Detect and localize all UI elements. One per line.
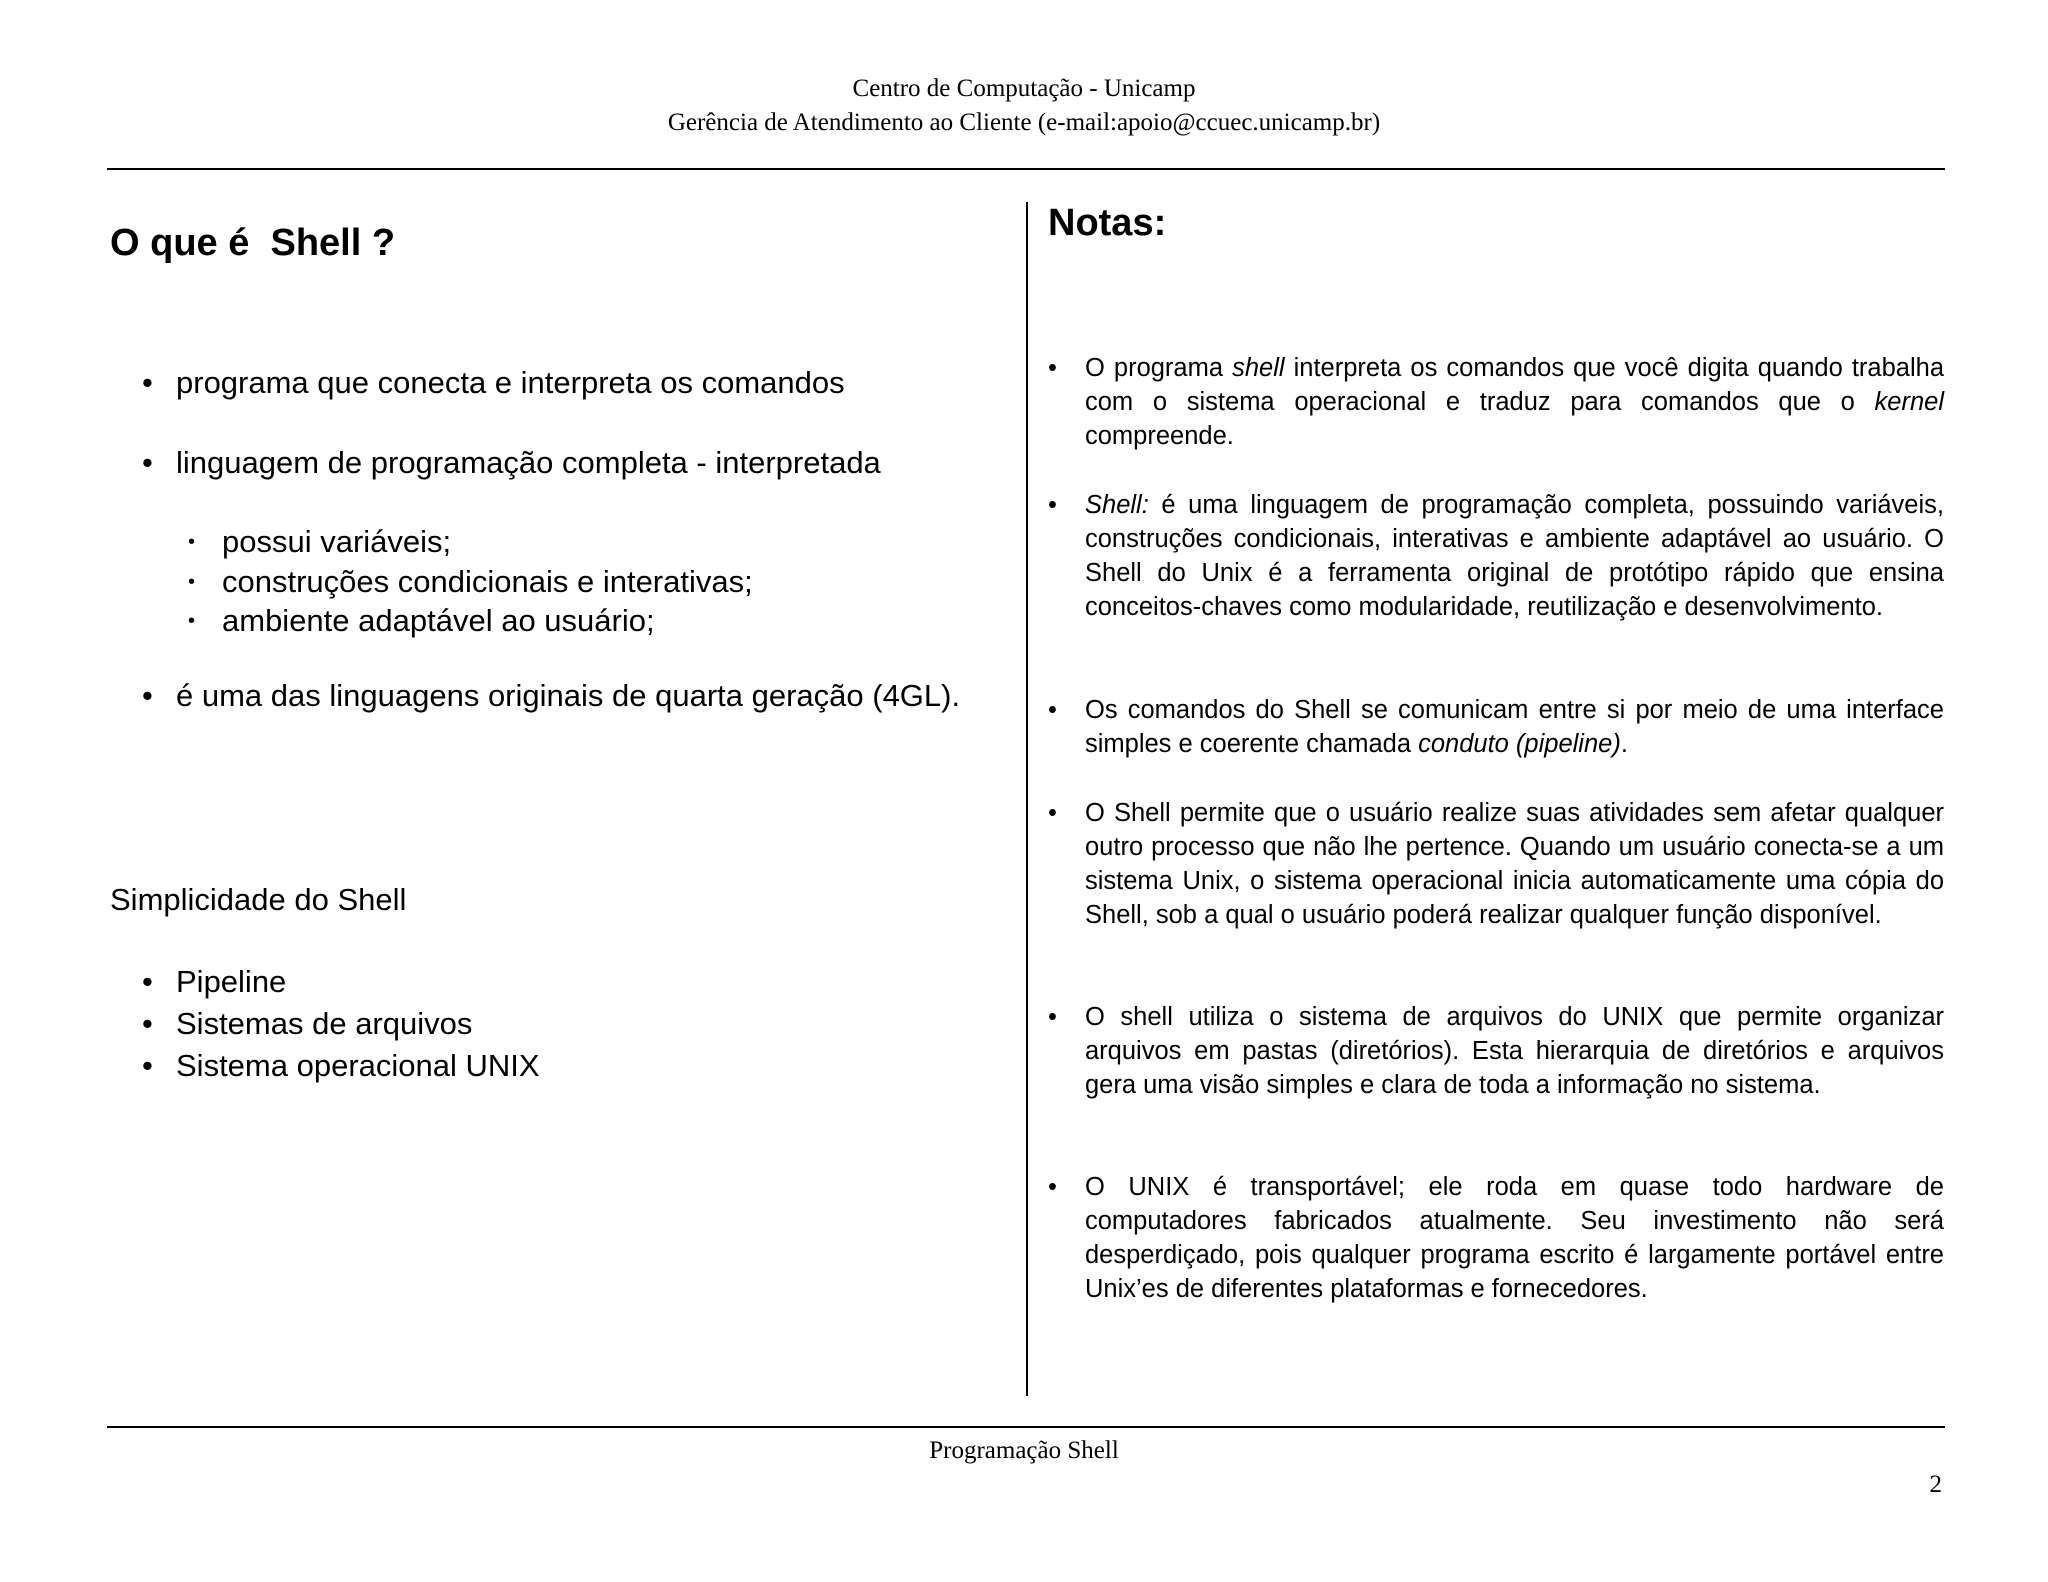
sub-list-item: • ambiente adaptável ao usuário; [188, 601, 655, 641]
list-item: • Sistema operacional UNIX [142, 1046, 540, 1086]
bullet-icon: • [188, 571, 196, 593]
footer-rule [107, 1426, 1945, 1428]
bullet-icon: • [142, 964, 153, 999]
sub-list-item: • possui variáveis; [188, 522, 451, 562]
bullet-icon: • [142, 365, 153, 400]
list-item: • Sistemas de arquivos [142, 1004, 472, 1044]
slide-title: O que é Shell ? [110, 222, 396, 264]
header-department: Gerência de Atendimento ao Cliente (e-mail:apoio@ccuec.unicamp.br) [667, 109, 1381, 136]
bullet-icon: • [1048, 354, 1057, 382]
bullet-icon: • [1048, 491, 1057, 519]
column-divider [1026, 202, 1028, 1396]
list-item: • programa que conecta e interpreta os comandos [142, 363, 1002, 403]
header-rule [107, 168, 1945, 170]
bullet-icon: • [1048, 1003, 1057, 1031]
note-item: • O programa shell interpreta os comandos que você digita quando trabalha com o sistema operacional e traduz para comandos que o kernel compreende. [1048, 351, 1944, 453]
note-item: • O shell utiliza o sistema de arquivos do UNIX que permite organizar arquivos em pastas (diretórios). Esta hierarquia de diretórios e arquivos gera uma visão simples e clara de toda a informação no sistema. [1048, 1000, 1944, 1102]
page-number: 2 [1929, 1471, 1942, 1498]
sub-list-item: • construções condicionais e interativas; [188, 562, 753, 602]
note-item: • O UNIX é transportável; ele roda em quase todo hardware de computadores fabricados atualmente. Seu investimento não será desperdiçado, pois qualquer programa escrito é largamente portável entre Unix’es de diferentes plataformas e fornecedores. [1048, 1170, 1944, 1306]
bullet-icon: • [142, 1006, 153, 1041]
bullet-icon: • [1048, 799, 1057, 827]
list-item: • linguagem de programação completa - interpretada [142, 443, 1002, 483]
note-item: • Shell: é uma linguagem de programação completa, possuindo variáveis, construções condicionais, interativas e ambiente adaptável ao usuário. O Shell do Unix é a ferramenta original de protótipo rápido que ensina conceitos-chaves como modularidade, reutilização e desenvolvimento. [1048, 488, 1944, 624]
header-organization: Centro de Computação - Unicamp [852, 75, 1196, 102]
footer-title: Programação Shell [929, 1437, 1119, 1464]
note-item: • Os comandos do Shell se comunicam entre si por meio de uma interface simples e coerente chamada conduto (pipeline). [1048, 693, 1944, 761]
page-header [0, 72, 2048, 140]
section-heading: Simplicidade do Shell [110, 882, 407, 917]
notes-title: Notas: [1048, 202, 1167, 244]
bullet-icon: • [142, 1048, 153, 1083]
note-item: • O Shell permite que o usuário realize suas atividades sem afetar qualquer outro processo que não lhe pertence. Quando um usuário conecta-se a um sistema Unix, o sistema operacional inicia automaticamente uma cópia do Shell, sob a qual o usuário poderá realizar qualquer função disponível. [1048, 796, 1944, 932]
bullet-icon: • [188, 531, 196, 553]
bullet-icon: • [188, 610, 196, 632]
bullet-icon: • [1048, 1173, 1057, 1201]
bullet-icon: • [1048, 696, 1057, 724]
bullet-icon: • [142, 678, 153, 713]
list-item: • Pipeline [142, 962, 286, 1002]
bullet-icon: • [142, 445, 153, 480]
list-item: • é uma das linguagens originais de quarta geração (4GL). [142, 676, 1006, 716]
